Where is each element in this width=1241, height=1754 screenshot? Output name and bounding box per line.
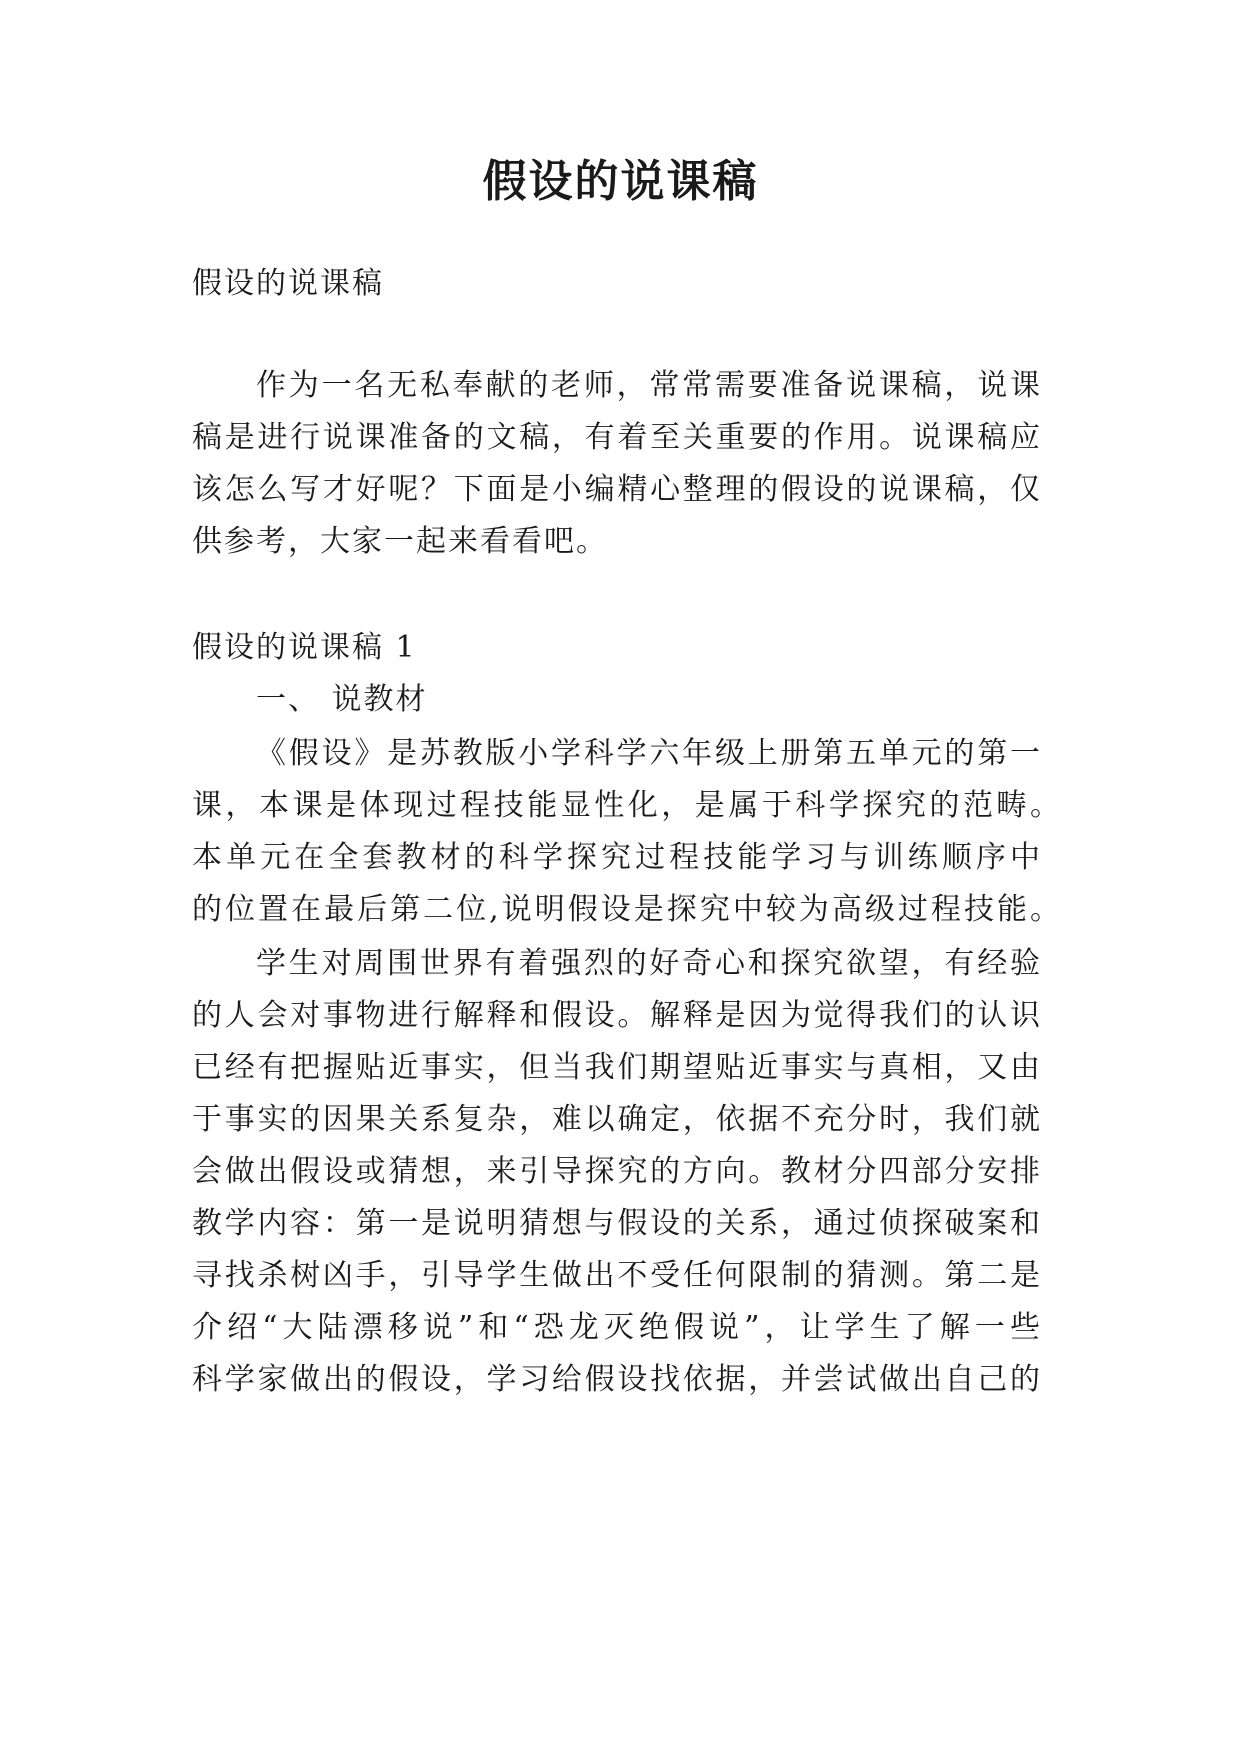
document-title: 假设的说课稿 xyxy=(482,156,759,207)
para2-line-6: 教学内容：第一是说明猜想与假设的关系，通过侦探破案和 xyxy=(192,1206,1042,1241)
para2-line-4: 于事实的因果关系复杂，难以确定，依据不充分时，我们就 xyxy=(192,1102,1042,1137)
section-heading: 假设的说课稿 1 xyxy=(192,630,417,665)
para2-line-2: 的人会对事物进行解释和假设。解释是因为觉得我们的认识 xyxy=(192,998,1042,1033)
intro-line-1: 作为一名无私奉献的老师，常常需要准备说课稿，说课 xyxy=(256,368,1042,403)
para2-line-9: 科学家做出的假设，学习给假设找依据，并尝试做出自己的 xyxy=(192,1362,1042,1397)
para2-line-5: 会做出假设或猜想，来引导探究的方向。教材分四部分安排 xyxy=(192,1154,1042,1189)
para2-line-8: 介绍“大陆漂移说”和“恐龙灭绝假说”，让学生了解一些 xyxy=(192,1310,1042,1345)
para1-line-3: 本单元在全套教材的科学探究过程技能学习与训练顺序中 xyxy=(192,840,1042,875)
intro-line-3: 该怎么写才好呢？下面是小编精心整理的假设的说课稿，仅 xyxy=(192,472,1042,507)
intro-line-4: 供参考，大家一起来看看吧。 xyxy=(192,524,608,559)
para2-line-3: 已经有把握贴近事实，但当我们期望贴近事实与真相，又由 xyxy=(192,1050,1042,1085)
intro-line-2: 稿是进行说课准备的文稿，有着至关重要的作用。说课稿应 xyxy=(192,420,1042,455)
para1-line-1: 《假设》是苏教版小学科学六年级上册第五单元的第一 xyxy=(256,736,1042,771)
document-subtitle: 假设的说课稿 xyxy=(192,266,384,301)
para1-line-4: 的位置在最后第二位,说明假设是探究中较为高级过程技能。 xyxy=(192,892,1062,927)
para1-line-2: 课，本课是体现过程技能显性化，是属于科学探究的范畴。 xyxy=(192,788,1062,823)
para2-line-7: 寻找杀树凶手，引导学生做出不受任何限制的猜测。第二是 xyxy=(192,1258,1042,1293)
para2-line-1: 学生对周围世界有着强烈的好奇心和探究欲望，有经验 xyxy=(256,946,1042,981)
subsection-heading: 一、 说教材 xyxy=(256,682,428,717)
